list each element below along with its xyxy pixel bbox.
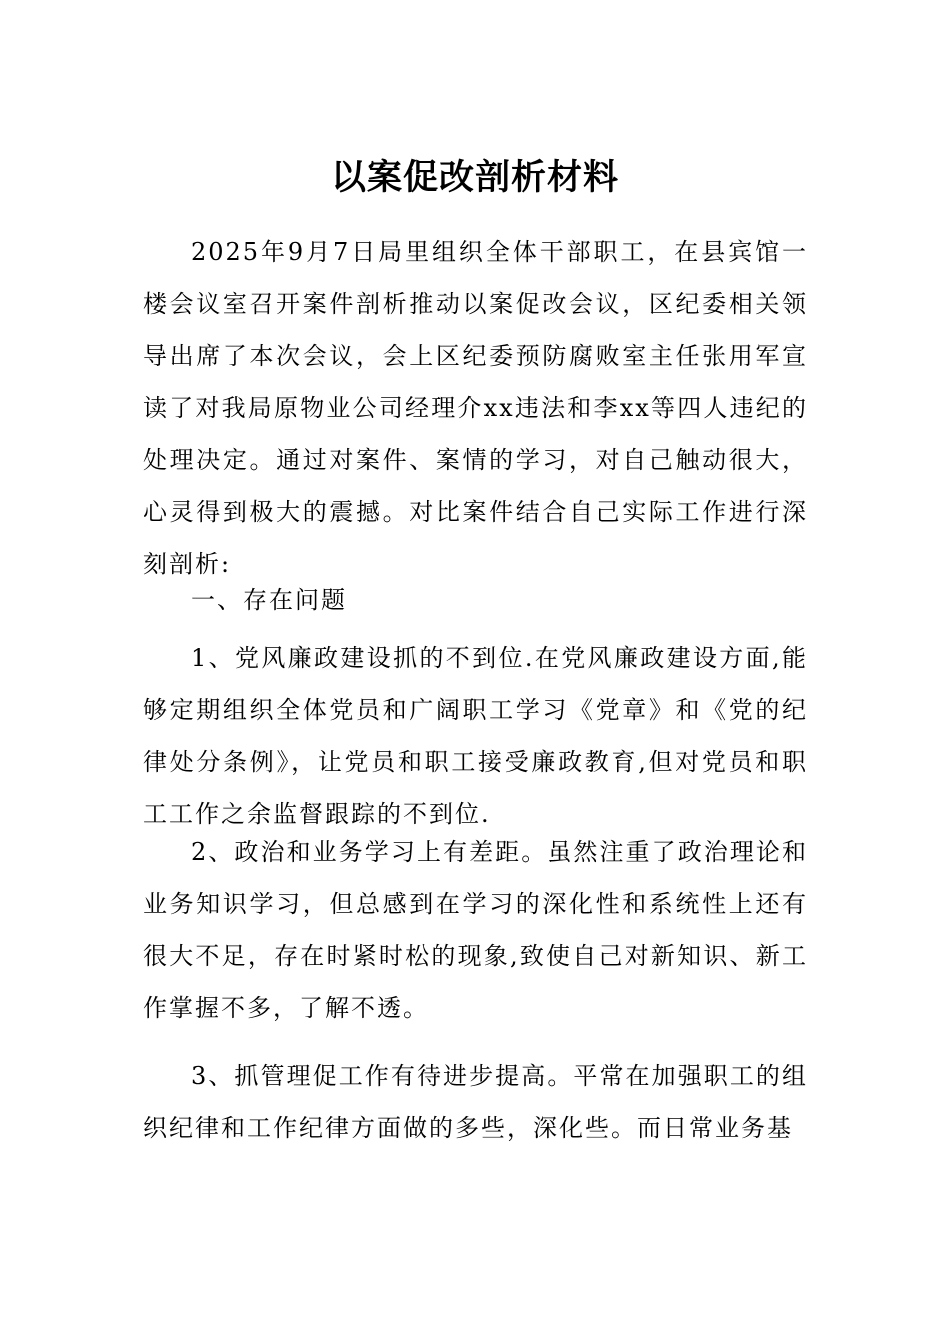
section-heading-problems: 一、存在问题 bbox=[191, 586, 347, 614]
paragraph-item-2: 2、政治和业务学习上有差距。虽然注重了政治理论和业务知识学习，但总感到在学习的深化性和系统性上还有很大不足，存在时紧时松的现象,致使自己对新知识、新工作掌握不多，了解不透。 bbox=[143, 838, 808, 1022]
paragraph-item-3: 3、抓管理促工作有待进步提高。平常在加强职工的组织纪律和工作纪律方面做的多些，深化些。而日常业务基 bbox=[143, 1062, 808, 1142]
document-title: 以案促改剖析材料 bbox=[330, 158, 619, 198]
paragraph-item-1: 1、党风廉政建设抓的不到位.在党风廉政建设方面,能够定期组织全体党员和广阔职工学习《党章》和《党的纪律处分条例》，让党员和职工接受廉政教育,但对党员和职工工作之余监督跟踪的不到位. bbox=[143, 644, 808, 828]
paragraph-intro: 2025年9月7日局里组织全体干部职工，在县宾馆一楼会议室召开案件剖析推动以案促改会议，区纪委相关领导出席了本次会议，会上区纪委预防腐败室主任张用军宣读了对我局原物业公司经理介xx违法和李xx等四人违纪的处理决定。通过对案件、案情的学习，对自己触动很大，心灵得到极大的震撼。对比案件结合自己实际工作进行深刻剖析: bbox=[143, 238, 808, 578]
